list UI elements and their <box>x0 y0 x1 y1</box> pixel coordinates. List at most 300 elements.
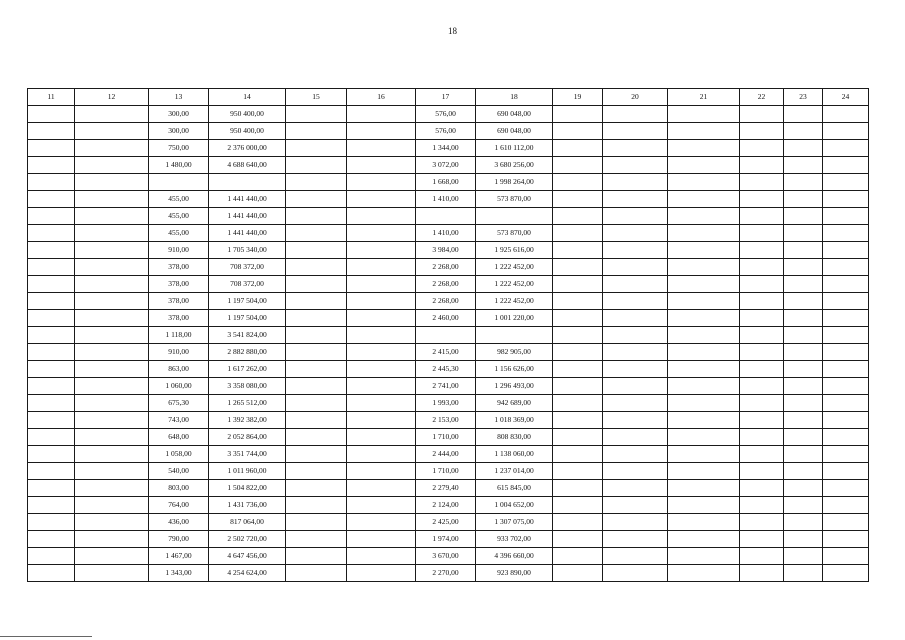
table-cell <box>347 463 416 480</box>
table-cell <box>286 497 347 514</box>
table-cell <box>740 412 784 429</box>
table-cell <box>286 327 347 344</box>
table-cell <box>75 378 149 395</box>
table-cell: 615 845,00 <box>476 480 553 497</box>
table-cell <box>28 395 75 412</box>
table-row <box>28 293 869 310</box>
table-cell: 1 410,00 <box>416 225 476 242</box>
table-cell <box>784 174 823 191</box>
table-cell: 378,00 <box>149 293 209 310</box>
table-cell: 3 984,00 <box>416 242 476 259</box>
table-cell <box>668 140 740 157</box>
table-cell <box>740 157 784 174</box>
table-cell <box>668 514 740 531</box>
table-cell: 803,00 <box>149 480 209 497</box>
table-cell <box>823 208 869 225</box>
table-cell <box>823 242 869 259</box>
table-cell: 675,30 <box>149 395 209 412</box>
table-cell <box>553 412 603 429</box>
table-cell <box>28 378 75 395</box>
table-cell <box>668 429 740 446</box>
table-cell: 1 237 014,00 <box>476 463 553 480</box>
table-cell <box>347 344 416 361</box>
table-cell <box>416 208 476 225</box>
table-cell <box>347 191 416 208</box>
table-cell: 1 925 616,00 <box>476 242 553 259</box>
table-cell <box>823 429 869 446</box>
table-cell <box>553 395 603 412</box>
table-cell: 4 396 660,00 <box>476 548 553 565</box>
table-cell: 1 018 369,00 <box>476 412 553 429</box>
table-cell: 300,00 <box>149 123 209 140</box>
table-cell <box>603 395 668 412</box>
table-cell <box>740 327 784 344</box>
table-row <box>28 565 869 582</box>
table-cell <box>286 293 347 310</box>
column-header: 16 <box>347 89 416 106</box>
table-cell <box>668 395 740 412</box>
page-number: 18 <box>448 26 457 36</box>
table-cell: 2 268,00 <box>416 293 476 310</box>
table-cell <box>28 497 75 514</box>
table-cell: 950 400,00 <box>209 123 286 140</box>
table-cell <box>823 395 869 412</box>
table-cell <box>784 327 823 344</box>
table-row <box>28 497 869 514</box>
table-cell: 1 197 504,00 <box>209 293 286 310</box>
table-cell: 808 830,00 <box>476 429 553 446</box>
table-row <box>28 140 869 157</box>
table-cell <box>28 531 75 548</box>
table-cell <box>784 429 823 446</box>
table-cell <box>28 565 75 582</box>
column-header: 22 <box>740 89 784 106</box>
table-cell: 455,00 <box>149 225 209 242</box>
table-cell: 4 647 456,00 <box>209 548 286 565</box>
column-header: 15 <box>286 89 347 106</box>
table-cell <box>823 276 869 293</box>
table-cell: 1 467,00 <box>149 548 209 565</box>
table-cell <box>823 259 869 276</box>
table-cell <box>553 123 603 140</box>
table-cell <box>668 157 740 174</box>
table-cell <box>28 191 75 208</box>
table-cell: 1 998 264,00 <box>476 174 553 191</box>
table-cell <box>28 123 75 140</box>
table-cell <box>28 259 75 276</box>
table-cell <box>553 429 603 446</box>
table-cell <box>784 395 823 412</box>
table-cell: 2 124,00 <box>416 497 476 514</box>
table-cell <box>347 276 416 293</box>
column-header: 14 <box>209 89 286 106</box>
table-cell <box>603 361 668 378</box>
table-row <box>28 548 869 565</box>
table-cell <box>553 480 603 497</box>
table-cell <box>823 191 869 208</box>
table-cell <box>740 395 784 412</box>
table-cell <box>784 259 823 276</box>
table-row <box>28 412 869 429</box>
table-cell <box>740 531 784 548</box>
table-cell <box>28 514 75 531</box>
column-header: 21 <box>668 89 740 106</box>
table-cell <box>347 293 416 310</box>
table-cell <box>347 497 416 514</box>
table-body <box>28 106 869 582</box>
table-cell <box>823 378 869 395</box>
table-cell <box>347 123 416 140</box>
table-row <box>28 225 869 242</box>
table-cell <box>75 463 149 480</box>
table-cell: 1 710,00 <box>416 463 476 480</box>
table-cell <box>553 548 603 565</box>
table-cell <box>823 293 869 310</box>
table-cell <box>740 548 784 565</box>
table-cell: 1 610 112,00 <box>476 140 553 157</box>
table-cell <box>286 378 347 395</box>
table-cell: 3 670,00 <box>416 548 476 565</box>
table-cell <box>740 106 784 123</box>
table-cell <box>286 106 347 123</box>
table-cell <box>347 480 416 497</box>
table-cell <box>347 531 416 548</box>
table-cell: 1 343,00 <box>149 565 209 582</box>
table-cell <box>553 106 603 123</box>
table-cell <box>740 225 784 242</box>
table-cell <box>603 446 668 463</box>
table-cell <box>286 531 347 548</box>
table-cell <box>347 140 416 157</box>
table-cell <box>347 327 416 344</box>
table-cell <box>347 514 416 531</box>
table-cell <box>740 276 784 293</box>
table-cell <box>823 548 869 565</box>
table-cell <box>28 208 75 225</box>
table-cell <box>784 208 823 225</box>
table-row <box>28 157 869 174</box>
table-cell <box>668 327 740 344</box>
table-cell <box>784 276 823 293</box>
table-cell <box>75 293 149 310</box>
table-cell: 1 431 736,00 <box>209 497 286 514</box>
table-cell <box>740 140 784 157</box>
table-cell: 4 688 640,00 <box>209 157 286 174</box>
table-cell <box>286 276 347 293</box>
column-header: 20 <box>603 89 668 106</box>
table-cell <box>740 361 784 378</box>
table-cell <box>603 140 668 157</box>
table-cell <box>28 310 75 327</box>
table-cell <box>668 548 740 565</box>
table-cell <box>603 191 668 208</box>
table-cell <box>784 531 823 548</box>
table-row <box>28 446 869 463</box>
table-cell <box>784 123 823 140</box>
table-cell <box>784 344 823 361</box>
table-cell <box>75 412 149 429</box>
table-cell <box>347 412 416 429</box>
table-cell: 648,00 <box>149 429 209 446</box>
table-cell: 2 268,00 <box>416 276 476 293</box>
table-cell <box>286 412 347 429</box>
table-cell <box>28 106 75 123</box>
table-cell <box>347 310 416 327</box>
table-row <box>28 191 869 208</box>
table-cell <box>668 361 740 378</box>
table-cell: 708 372,00 <box>209 259 286 276</box>
table-row <box>28 395 869 412</box>
table-cell <box>75 497 149 514</box>
table-cell <box>75 276 149 293</box>
table-cell <box>740 497 784 514</box>
table-cell <box>823 514 869 531</box>
table-cell <box>823 463 869 480</box>
table-cell <box>286 310 347 327</box>
table-cell <box>740 242 784 259</box>
table-cell <box>603 310 668 327</box>
table-cell <box>286 191 347 208</box>
table-cell <box>75 259 149 276</box>
table-cell <box>209 174 286 191</box>
table-cell <box>28 429 75 446</box>
table-cell <box>668 293 740 310</box>
table-cell <box>823 157 869 174</box>
table-cell <box>286 174 347 191</box>
table-cell <box>553 191 603 208</box>
table-cell: 1 504 822,00 <box>209 480 286 497</box>
header-row <box>28 89 869 106</box>
table-cell <box>347 378 416 395</box>
table-cell <box>823 497 869 514</box>
table-cell <box>553 531 603 548</box>
table-cell <box>603 106 668 123</box>
table-cell: 1 993,00 <box>416 395 476 412</box>
table-cell: 1 004 652,00 <box>476 497 553 514</box>
table-cell <box>553 157 603 174</box>
table-cell: 933 702,00 <box>476 531 553 548</box>
table-cell <box>784 446 823 463</box>
table-cell <box>286 463 347 480</box>
table-cell: 378,00 <box>149 259 209 276</box>
table-cell <box>603 480 668 497</box>
table-cell <box>668 446 740 463</box>
table-cell <box>784 140 823 157</box>
table-cell: 750,00 <box>149 140 209 157</box>
table-cell <box>740 310 784 327</box>
table-cell <box>784 310 823 327</box>
table-cell <box>347 395 416 412</box>
table-cell <box>784 225 823 242</box>
table-cell <box>668 310 740 327</box>
table-cell <box>28 446 75 463</box>
table-cell <box>286 208 347 225</box>
table-cell <box>603 123 668 140</box>
table-cell <box>347 548 416 565</box>
table-cell <box>553 446 603 463</box>
table-cell <box>823 344 869 361</box>
table-cell <box>75 361 149 378</box>
column-header: 12 <box>75 89 149 106</box>
table-cell <box>286 242 347 259</box>
table-cell: 950 400,00 <box>209 106 286 123</box>
table-cell <box>28 174 75 191</box>
table-cell <box>347 106 416 123</box>
table-cell <box>347 259 416 276</box>
table-cell: 378,00 <box>149 276 209 293</box>
table-cell <box>75 327 149 344</box>
column-header: 23 <box>784 89 823 106</box>
table-cell <box>784 242 823 259</box>
table-cell <box>75 344 149 361</box>
table-cell: 1 011 960,00 <box>209 463 286 480</box>
table-cell: 690 048,00 <box>476 123 553 140</box>
table-cell <box>286 395 347 412</box>
table-cell <box>28 361 75 378</box>
table-row <box>28 106 869 123</box>
table-cell <box>286 514 347 531</box>
table-cell <box>553 140 603 157</box>
table-cell <box>28 293 75 310</box>
table-cell <box>553 276 603 293</box>
table-cell <box>823 446 869 463</box>
table-cell <box>784 157 823 174</box>
table-cell <box>823 565 869 582</box>
table-cell <box>286 565 347 582</box>
table-cell: 2 460,00 <box>416 310 476 327</box>
table-cell <box>823 480 869 497</box>
table-cell: 576,00 <box>416 123 476 140</box>
table-cell <box>28 157 75 174</box>
table-cell <box>668 565 740 582</box>
table-cell <box>823 123 869 140</box>
table-row <box>28 361 869 378</box>
table-cell <box>823 310 869 327</box>
table-cell: 2 415,00 <box>416 344 476 361</box>
table-cell: 1 197 504,00 <box>209 310 286 327</box>
table-cell <box>784 514 823 531</box>
table-cell <box>347 565 416 582</box>
table-cell <box>75 208 149 225</box>
table-cell <box>603 463 668 480</box>
column-header: 13 <box>149 89 209 106</box>
table-cell: 573 870,00 <box>476 225 553 242</box>
table-cell <box>553 242 603 259</box>
table-cell <box>784 463 823 480</box>
table-cell <box>75 395 149 412</box>
table-cell <box>476 208 553 225</box>
table-cell <box>668 412 740 429</box>
table-cell <box>28 344 75 361</box>
column-header: 18 <box>476 89 553 106</box>
table-cell <box>347 208 416 225</box>
table-cell <box>740 123 784 140</box>
table-cell: 1 410,00 <box>416 191 476 208</box>
table-cell: 300,00 <box>149 106 209 123</box>
table-cell: 863,00 <box>149 361 209 378</box>
table-cell: 1 296 493,00 <box>476 378 553 395</box>
table-cell <box>28 480 75 497</box>
table-cell <box>28 140 75 157</box>
table-cell <box>740 174 784 191</box>
table-cell <box>823 225 869 242</box>
table-cell <box>603 565 668 582</box>
table-cell: 817 064,00 <box>209 514 286 531</box>
column-header: 17 <box>416 89 476 106</box>
table-cell: 378,00 <box>149 310 209 327</box>
table-cell <box>603 429 668 446</box>
table-cell: 1 222 452,00 <box>476 276 553 293</box>
table-cell <box>668 242 740 259</box>
table-cell <box>668 497 740 514</box>
table-cell: 540,00 <box>149 463 209 480</box>
column-header: 19 <box>553 89 603 106</box>
table-cell: 2 445,30 <box>416 361 476 378</box>
table-cell: 790,00 <box>149 531 209 548</box>
table-cell <box>75 191 149 208</box>
table-cell <box>603 157 668 174</box>
table-cell <box>75 174 149 191</box>
table-cell <box>553 497 603 514</box>
table-cell <box>416 327 476 344</box>
table-cell: 455,00 <box>149 191 209 208</box>
table-cell <box>75 480 149 497</box>
table-cell <box>286 123 347 140</box>
table-cell: 1 480,00 <box>149 157 209 174</box>
table-cell <box>75 531 149 548</box>
table-cell: 2 502 720,00 <box>209 531 286 548</box>
table-cell <box>75 310 149 327</box>
table-cell: 4 254 624,00 <box>209 565 286 582</box>
table-cell: 1 222 452,00 <box>476 259 553 276</box>
table-cell <box>668 191 740 208</box>
table-row <box>28 174 869 191</box>
table-cell <box>603 259 668 276</box>
table-cell <box>668 174 740 191</box>
table-cell <box>75 514 149 531</box>
table-cell: 910,00 <box>149 344 209 361</box>
table-cell: 3 541 824,00 <box>209 327 286 344</box>
table-cell <box>28 225 75 242</box>
table-cell <box>603 344 668 361</box>
table-cell: 3 072,00 <box>416 157 476 174</box>
table-cell <box>28 242 75 259</box>
table-cell <box>740 429 784 446</box>
table-row <box>28 344 869 361</box>
table-cell <box>553 565 603 582</box>
table-cell: 1 118,00 <box>149 327 209 344</box>
table-cell <box>823 412 869 429</box>
table-cell <box>286 140 347 157</box>
table-cell: 1 344,00 <box>416 140 476 157</box>
table-cell: 1 617 262,00 <box>209 361 286 378</box>
table-cell <box>75 429 149 446</box>
table-cell: 2 153,00 <box>416 412 476 429</box>
table-cell <box>603 531 668 548</box>
column-header: 24 <box>823 89 869 106</box>
table-cell: 2 444,00 <box>416 446 476 463</box>
table-cell <box>823 106 869 123</box>
table-cell <box>668 378 740 395</box>
table-cell <box>668 531 740 548</box>
table-cell <box>823 361 869 378</box>
table-cell <box>784 480 823 497</box>
table-cell <box>740 344 784 361</box>
table-cell <box>553 514 603 531</box>
table-cell <box>75 242 149 259</box>
table-cell <box>603 514 668 531</box>
table-row <box>28 531 869 548</box>
